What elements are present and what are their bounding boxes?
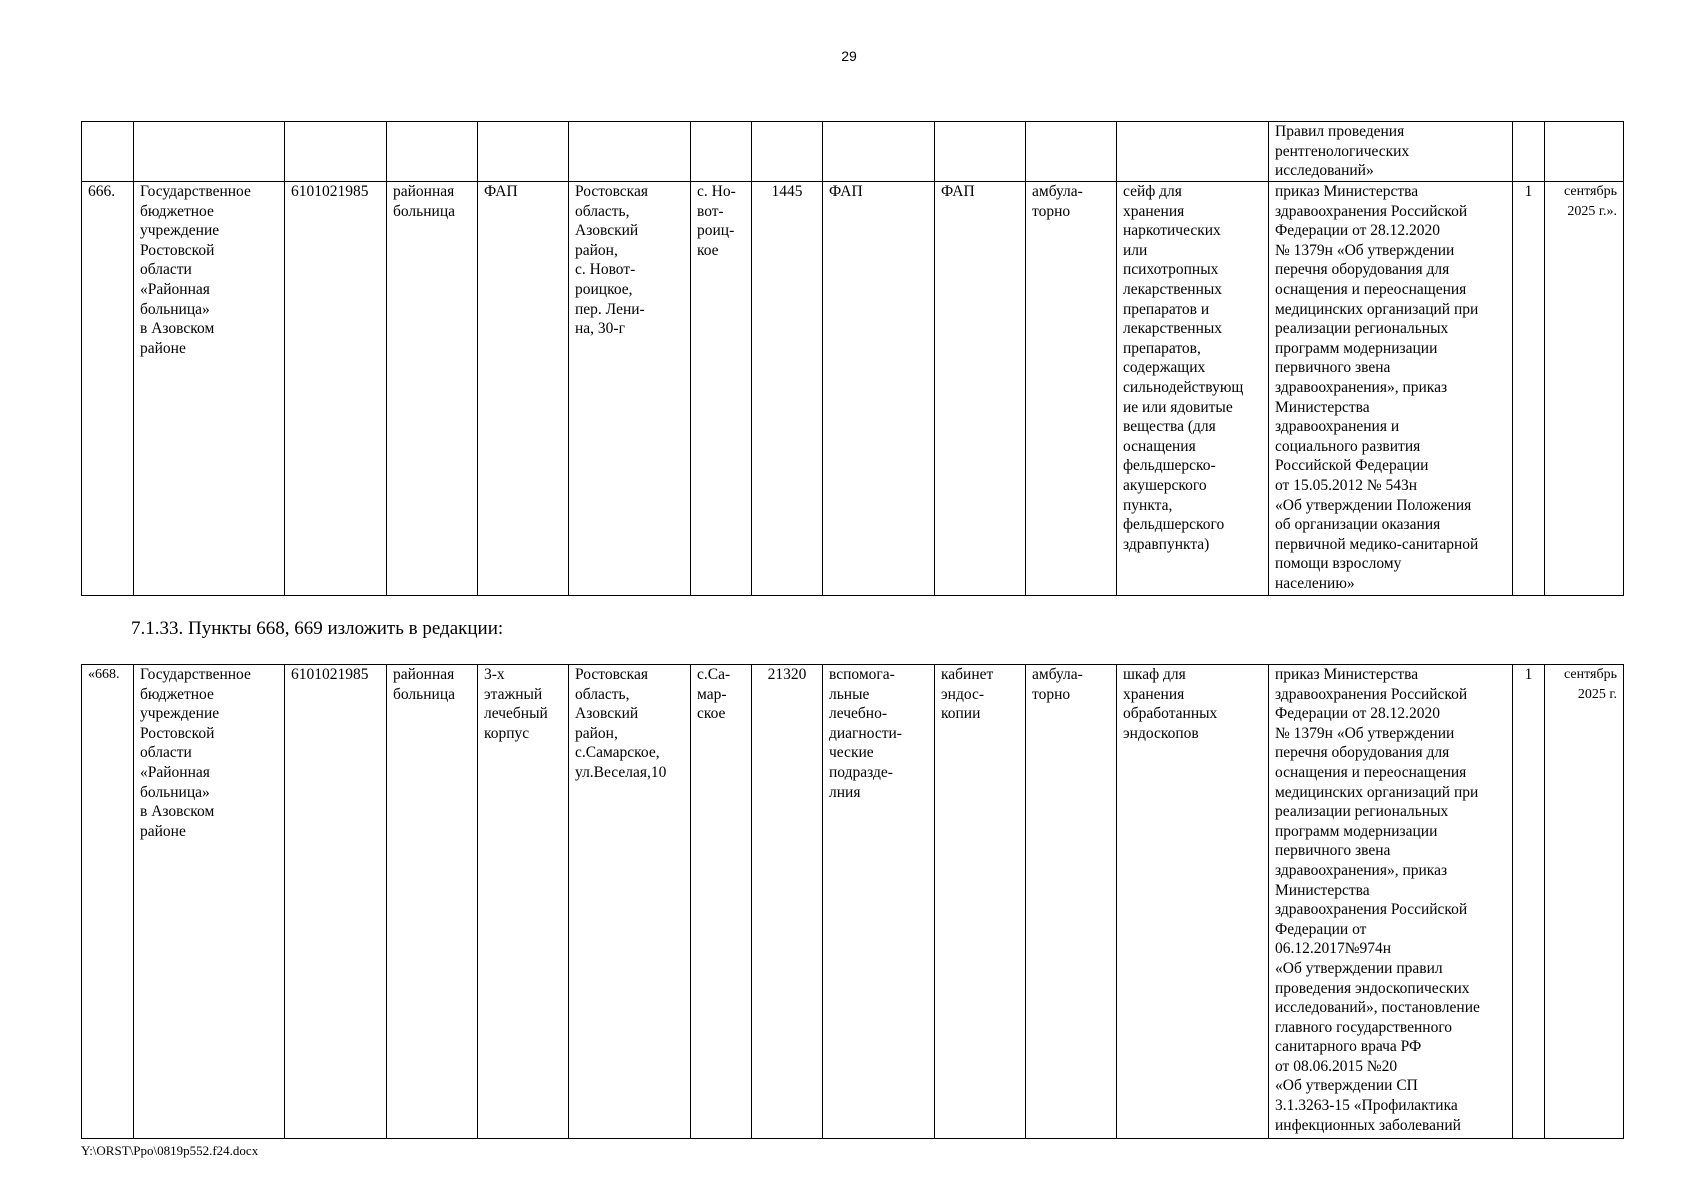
table-cell (823, 122, 935, 182)
institution-type: районная больница (387, 665, 478, 1139)
deadline-cell: сентябрь 2025 г.». (1545, 182, 1624, 596)
legal-basis-cell: приказ Министерства здравоохранения Российской Федерации от 28.12.2020 № 1379н «Об утверждении перечня оборудования для оснащения и переоснащения медицинских организаций при реализации региональных программ модернизации первичного звена здравоохранения», приказ Министерства здравоохранения Российской Федерации от 06.12.2017№974н «Об утверждении правил проведения эндоскопических исследований», постановление главного государственного санитарного врача РФ от 08.06.2015 №20 «Об утверждении СП 3.1.3263-15 «Профилактика инфекционных заболеваний (1269, 665, 1513, 1139)
table-cell (1026, 122, 1117, 182)
inn-cell: 6101021985 (285, 665, 387, 1139)
care-form-cell: амбула- торно (1026, 665, 1117, 1139)
row-number: «668. (82, 665, 134, 1139)
file-path-footer: Y:\ORST\Ppo\0819p552.f24.docx (81, 1143, 259, 1158)
building-cell: ФАП (478, 182, 569, 596)
equipment-cell: шкаф для хранения обработанных эндоскопов (1117, 665, 1269, 1139)
equipment-table-new (81, 664, 1624, 1139)
table-cell (569, 122, 691, 182)
address-cell: Ростовская область, Азовский район, с. Новот- роицкое, пер. Лени- на, 30-г (569, 182, 691, 596)
table-cell (387, 122, 478, 182)
institution-name: Государственное бюджетное учреждение Ростовской области «Районная больница» в Азовском районе (134, 665, 285, 1139)
table-cell (82, 122, 134, 182)
institution-name: Государственное бюджетное учреждение Ростовской области «Районная больница» в Азовском районе (134, 182, 285, 596)
deadline-cell: сентябрь 2025 г. (1545, 665, 1624, 1139)
table-cell (134, 122, 285, 182)
table-cell (935, 122, 1026, 182)
quantity-cell: 1 (1513, 665, 1545, 1139)
table-row (82, 665, 1624, 1139)
legal-basis-cell: приказ Министерства здравоохранения Российской Федерации от 28.12.2020 № 1379н «Об утверждении перечня оборудования для оснащения и переоснащения медицинских организаций при реализации региональных программ модернизации первичного звена здравоохранения», приказ Министерства здравоохранения и социального развития Российской Федерации от 15.05.2012 № 543н «Об утверждении Положения об организации оказания первичной медико-санитарной помощи взрослому населению» (1269, 182, 1513, 596)
unit-cell: ФАП (823, 182, 935, 596)
address-cell: Ростовская область, Азовский район, с.Самарское, ул.Веселая,10 (569, 665, 691, 1139)
table-cell: Правил проведения рентгенологических исследований» (1269, 122, 1513, 182)
room-cell: ФАП (935, 182, 1026, 596)
table-row (82, 182, 1624, 596)
population-cell: 21320 (752, 665, 823, 1139)
table-cell (691, 122, 752, 182)
table-cell (1545, 122, 1624, 182)
equipment-table-continued (81, 121, 1624, 596)
table-cell (478, 122, 569, 182)
section-heading: 7.1.33. Пункты 668, 669 изложить в редакции: (131, 618, 504, 639)
settlement-cell: с. Но- вот- роиц- кое (691, 182, 752, 596)
settlement-cell: с.Са- мар- ское (691, 665, 752, 1139)
row-number: 666. (82, 182, 134, 596)
unit-cell: вспомога- льные лечебно- диагности- ческие подразде- лния (823, 665, 935, 1139)
population-cell: 1445 (752, 182, 823, 596)
building-cell: 3-х этажный лечебный корпус (478, 665, 569, 1139)
page-number: 29 (841, 48, 857, 64)
inn-cell: 6101021985 (285, 182, 387, 596)
table-cell (1117, 122, 1269, 182)
table-cell (285, 122, 387, 182)
table-cell (1513, 122, 1545, 182)
room-cell: кабинет эндос- копии (935, 665, 1026, 1139)
table-cell (752, 122, 823, 182)
equipment-cell: сейф для хранения наркотических или психотропных лекарственных препаратов и лекарственных препаратов, содержащих сильнодействующ ие или ядовитые вещества (для оснащения фельдшерско- акушерского пункта, фельдшерского здравпункта) (1117, 182, 1269, 596)
table-row (82, 122, 1624, 182)
institution-type: районная больница (387, 182, 478, 596)
care-form-cell: амбула- торно (1026, 182, 1117, 596)
quantity-cell: 1 (1513, 182, 1545, 596)
